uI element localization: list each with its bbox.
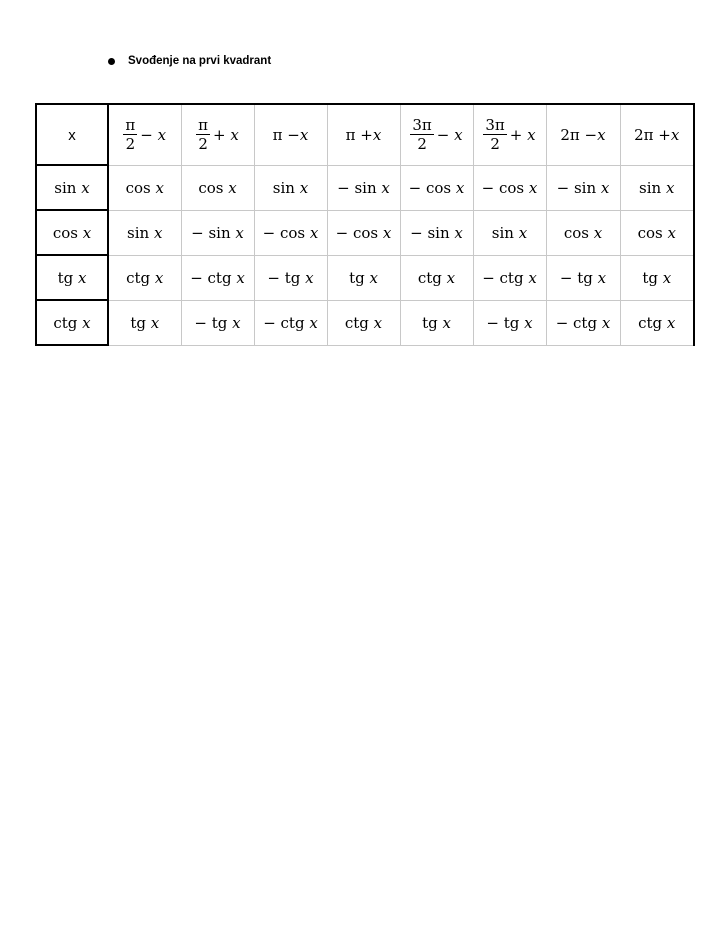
table-cell	[181, 210, 254, 255]
cell-value: sin x	[639, 178, 675, 197]
row-label: tg x	[57, 268, 87, 287]
header-expression	[410, 116, 462, 153]
header-x-cell	[36, 104, 108, 165]
table-cell	[254, 165, 327, 210]
table-cell	[108, 165, 181, 210]
table-cell	[620, 210, 694, 255]
header-expression	[123, 116, 166, 153]
header-cell	[473, 104, 546, 165]
table-cell	[327, 255, 400, 300]
fraction	[196, 116, 210, 153]
heading-text: Svođenje na prvi kvadrant	[128, 55, 272, 67]
cell-value: − tg x	[559, 268, 607, 287]
header-cell	[254, 104, 327, 165]
cell-value: − sin x	[191, 223, 244, 242]
cell-value: ctg x	[126, 268, 164, 287]
fraction	[410, 116, 433, 153]
cell-value: ctg x	[638, 313, 676, 332]
header-cell	[546, 104, 620, 165]
row-label: cos x	[52, 223, 92, 242]
cell-value: cos x	[198, 178, 237, 197]
table-cell	[400, 210, 473, 255]
fraction-denominator: 2	[198, 135, 208, 154]
table-cell	[473, 255, 546, 300]
cell-value: − sin x	[410, 223, 463, 242]
header-cell	[181, 104, 254, 165]
row-label: sin x	[54, 178, 90, 197]
fraction	[123, 116, 137, 153]
table-cell	[473, 210, 546, 255]
fraction-denominator: 2	[125, 135, 136, 154]
header-cell	[400, 104, 473, 165]
fraction-denominator: 2	[417, 135, 427, 154]
header-cell	[620, 104, 694, 165]
table-cell	[473, 165, 546, 210]
row-label-cell	[36, 255, 108, 300]
table-cell	[108, 255, 181, 300]
cell-value: − sin x	[337, 178, 390, 197]
table-cell	[546, 165, 620, 210]
table-cell	[546, 255, 620, 300]
cell-value: sin x	[491, 223, 528, 242]
table-cell	[473, 300, 546, 345]
cell-value: cos x	[637, 223, 676, 242]
reduction-formulas-table	[35, 103, 695, 346]
expression-rest: − x	[140, 125, 167, 144]
cell-value: − ctg x	[263, 313, 318, 332]
row-label-cell	[36, 165, 108, 210]
expression-rest: + x	[509, 125, 536, 144]
cell-value: ctg x	[417, 268, 456, 287]
row-label-cell	[36, 300, 108, 345]
table-cell	[108, 300, 181, 345]
table-row	[36, 165, 694, 210]
cell-value: − ctg x	[482, 268, 537, 287]
cell-value: cos x	[563, 223, 603, 242]
header-expression	[196, 116, 239, 153]
cell-value: − ctg x	[190, 268, 245, 287]
table-cell	[400, 300, 473, 345]
cell-value: − cos x	[335, 223, 392, 242]
table-cell	[108, 210, 181, 255]
cell-value: − sin x	[556, 178, 610, 197]
header-expression: 2π + x	[634, 125, 680, 144]
table-cell	[400, 255, 473, 300]
table-cell	[546, 300, 620, 345]
cell-value: cos x	[125, 178, 164, 197]
table-cell	[254, 210, 327, 255]
row-label-cell	[36, 210, 108, 255]
table-cell	[181, 300, 254, 345]
table-cell	[254, 300, 327, 345]
cell-value: tg x	[349, 268, 378, 287]
table-cell	[327, 165, 400, 210]
header-expression: 2π − x	[560, 125, 606, 144]
fraction-numerator: 3π	[412, 116, 432, 135]
x-label: x	[68, 126, 76, 144]
cell-value: − cos x	[481, 178, 538, 197]
header-expression: π + x	[345, 125, 382, 144]
fraction-numerator: π	[125, 116, 136, 135]
cell-value: − ctg x	[555, 313, 611, 332]
header-expression	[483, 116, 535, 153]
cell-value: − cos x	[262, 223, 319, 242]
table-cell	[400, 165, 473, 210]
bullet-icon	[108, 58, 115, 65]
cell-value: tg x	[642, 268, 672, 287]
fraction-denominator: 2	[490, 135, 500, 154]
cell-value: − tg x	[267, 268, 314, 287]
expression-rest: − x	[436, 125, 463, 144]
cell-value: ctg x	[344, 313, 383, 332]
header-expression: π − x	[272, 125, 309, 144]
header-row	[36, 104, 694, 165]
expression-rest: + x	[213, 125, 239, 144]
cell-value: − tg x	[194, 313, 241, 332]
table-cell	[181, 255, 254, 300]
cell-value: sin x	[272, 178, 309, 197]
fraction	[483, 116, 506, 153]
header-cell	[327, 104, 400, 165]
table-row	[36, 300, 694, 345]
table-cell	[620, 300, 694, 345]
section-heading	[108, 52, 271, 70]
table-cell	[620, 255, 694, 300]
cell-value: tg x	[422, 313, 451, 332]
table-cell	[327, 300, 400, 345]
table-cell	[181, 165, 254, 210]
header-cell	[108, 104, 181, 165]
table-cell	[620, 165, 694, 210]
fraction-numerator: 3π	[485, 116, 505, 135]
cell-value: tg x	[130, 313, 160, 332]
cell-value: sin x	[127, 223, 163, 242]
row-label: ctg x	[53, 313, 91, 332]
table-cell	[546, 210, 620, 255]
cell-value: − tg x	[486, 313, 533, 332]
fraction-numerator: π	[198, 116, 209, 135]
table-row	[36, 255, 694, 300]
table-row	[36, 210, 694, 255]
table-cell	[254, 255, 327, 300]
cell-value: − cos x	[408, 178, 465, 197]
table-cell	[327, 210, 400, 255]
